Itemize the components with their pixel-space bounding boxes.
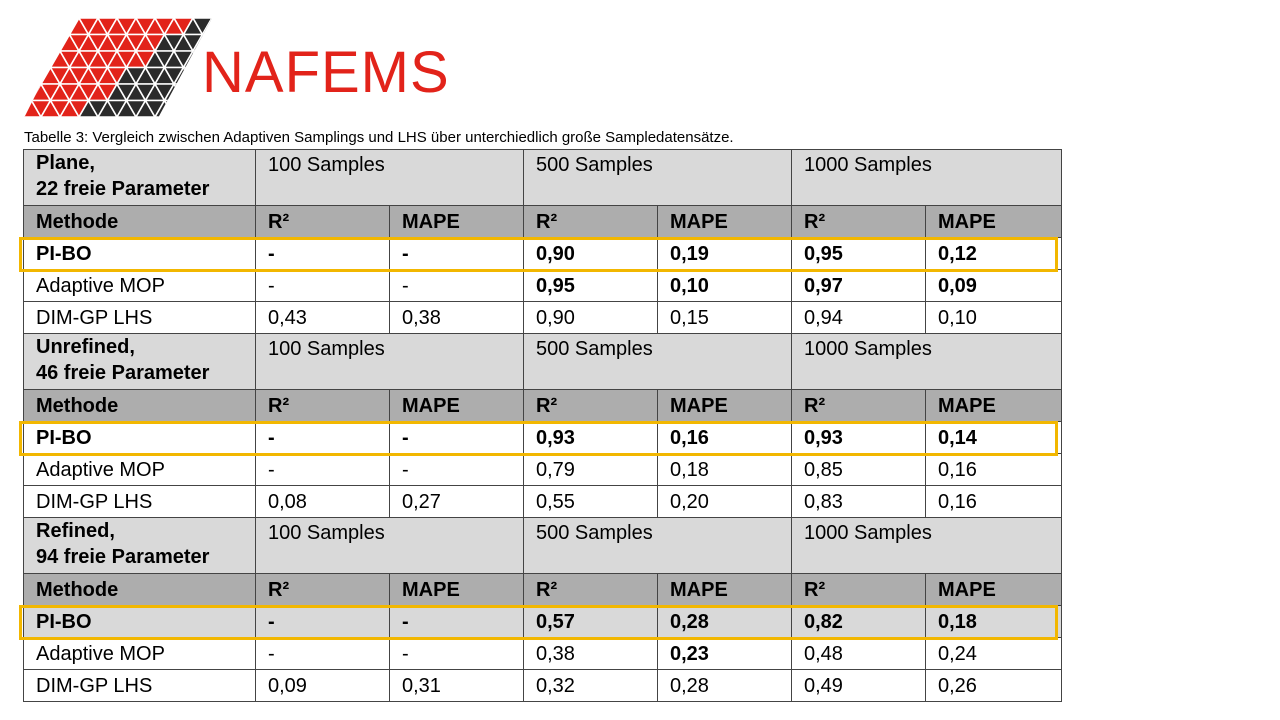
value-cell: 0,43 xyxy=(256,302,390,334)
value-cell: 0,16 xyxy=(658,422,792,454)
table-row xyxy=(24,270,1062,302)
value-cell: 0,12 xyxy=(926,238,1062,270)
table-row xyxy=(24,302,1062,334)
value-cell: 0,28 xyxy=(658,606,792,638)
logo-triangle xyxy=(174,101,193,118)
value-cell: 0,10 xyxy=(926,302,1062,334)
method-column-header: Methode xyxy=(24,390,256,422)
value-cell: 0,18 xyxy=(926,606,1062,638)
value-cell: 0,48 xyxy=(792,638,926,670)
section-title xyxy=(24,334,256,390)
value-cell: - xyxy=(390,638,524,670)
value-cell: 0,97 xyxy=(792,270,926,302)
value-cell: 0,32 xyxy=(524,670,658,702)
nafems-logo-mark xyxy=(22,16,212,120)
value-cell: 0,10 xyxy=(658,270,792,302)
value-cell: 0,31 xyxy=(390,670,524,702)
method-cell: PI-BO xyxy=(24,238,256,270)
section-header-row xyxy=(24,150,1062,206)
value-cell: - xyxy=(256,606,390,638)
sample-group-header: 1000 Samples xyxy=(792,150,1062,206)
value-cell: 0,38 xyxy=(524,638,658,670)
method-column-header: Methode xyxy=(24,574,256,606)
value-cell: 0,24 xyxy=(926,638,1062,670)
metric-column-header: MAPE xyxy=(658,206,792,238)
section-header-row xyxy=(24,518,1062,574)
metric-column-header: R² xyxy=(256,574,390,606)
metric-column-header: R² xyxy=(524,574,658,606)
value-cell: - xyxy=(256,638,390,670)
value-cell: 0,09 xyxy=(256,670,390,702)
value-cell: 0,49 xyxy=(792,670,926,702)
value-cell: 0,18 xyxy=(658,454,792,486)
highlighted-table-row xyxy=(24,238,1062,270)
metric-column-header: R² xyxy=(256,390,390,422)
metric-column-header: R² xyxy=(792,574,926,606)
logo-triangle xyxy=(165,101,184,118)
section-title xyxy=(24,150,256,206)
metric-column-header: R² xyxy=(524,206,658,238)
logo-triangle xyxy=(184,84,203,101)
sample-group-header: 500 Samples xyxy=(524,334,792,390)
section-title-line2: 94 freie Parameter xyxy=(36,546,210,568)
value-cell: 0,90 xyxy=(524,238,658,270)
value-cell: - xyxy=(390,238,524,270)
metric-column-header: R² xyxy=(256,206,390,238)
column-header-row xyxy=(24,574,1062,606)
metric-column-header: MAPE xyxy=(390,574,524,606)
value-cell: 0,08 xyxy=(256,486,390,518)
sample-group-header: 1000 Samples xyxy=(792,518,1062,574)
metric-column-header: R² xyxy=(792,206,926,238)
method-cell: PI-BO xyxy=(24,606,256,638)
section-title-line1: Refined, xyxy=(36,520,115,542)
metric-column-header: R² xyxy=(792,390,926,422)
value-cell: - xyxy=(256,422,390,454)
value-cell: 0,94 xyxy=(792,302,926,334)
value-cell: 0,82 xyxy=(792,606,926,638)
metric-column-header: MAPE xyxy=(926,574,1062,606)
metric-column-header: R² xyxy=(524,390,658,422)
value-cell: 0,85 xyxy=(792,454,926,486)
value-cell: 0,38 xyxy=(390,302,524,334)
highlighted-table-row xyxy=(24,422,1062,454)
value-cell: - xyxy=(256,238,390,270)
value-cell: 0,79 xyxy=(524,454,658,486)
value-cell: 0,14 xyxy=(926,422,1062,454)
value-cell: 0,15 xyxy=(658,302,792,334)
method-cell: Adaptive MOP xyxy=(24,454,256,486)
metric-column-header: MAPE xyxy=(926,390,1062,422)
section-title-line2: 46 freie Parameter xyxy=(36,362,210,384)
metric-column-header: MAPE xyxy=(390,390,524,422)
value-cell: 0,83 xyxy=(792,486,926,518)
value-cell: 0,27 xyxy=(390,486,524,518)
value-cell: 0,16 xyxy=(926,454,1062,486)
logo-triangle xyxy=(174,84,193,101)
section-title xyxy=(24,518,256,574)
value-cell: 0,95 xyxy=(524,270,658,302)
column-header-row xyxy=(24,390,1062,422)
metric-column-header: MAPE xyxy=(658,390,792,422)
section-title-line1: Unrefined, xyxy=(36,336,135,358)
logo-triangle xyxy=(184,101,203,118)
sample-group-header: 500 Samples xyxy=(524,518,792,574)
value-cell: - xyxy=(390,606,524,638)
method-cell: DIM-GP LHS xyxy=(24,670,256,702)
method-cell: Adaptive MOP xyxy=(24,270,256,302)
table-row xyxy=(24,670,1062,702)
value-cell: 0,28 xyxy=(658,670,792,702)
section-header-row xyxy=(24,334,1062,390)
value-cell: - xyxy=(390,270,524,302)
method-cell: DIM-GP LHS xyxy=(24,302,256,334)
value-cell: 0,57 xyxy=(524,606,658,638)
nafems-wordmark: NAFEMS xyxy=(202,40,450,105)
value-cell: 0,55 xyxy=(524,486,658,518)
method-cell: PI-BO xyxy=(24,422,256,454)
value-cell: 0,20 xyxy=(658,486,792,518)
sample-group-header: 500 Samples xyxy=(524,150,792,206)
value-cell: - xyxy=(256,454,390,486)
value-cell: - xyxy=(390,454,524,486)
sample-group-header: 1000 Samples xyxy=(792,334,1062,390)
column-header-row xyxy=(24,206,1062,238)
method-column-header: Methode xyxy=(24,206,256,238)
value-cell: 0,16 xyxy=(926,486,1062,518)
table-row xyxy=(24,454,1062,486)
metric-column-header: MAPE xyxy=(658,574,792,606)
table-row xyxy=(24,486,1062,518)
metric-column-header: MAPE xyxy=(390,206,524,238)
metric-column-header: MAPE xyxy=(926,206,1062,238)
value-cell: - xyxy=(390,422,524,454)
value-cell: - xyxy=(256,270,390,302)
value-cell: 0,26 xyxy=(926,670,1062,702)
value-cell: 0,19 xyxy=(658,238,792,270)
value-cell: 0,95 xyxy=(792,238,926,270)
logo-triangle xyxy=(184,68,203,85)
section-title-line2: 22 freie Parameter xyxy=(36,178,210,200)
method-cell: Adaptive MOP xyxy=(24,638,256,670)
highlighted-table-row xyxy=(24,606,1062,638)
value-cell: 0,90 xyxy=(524,302,658,334)
value-cell: 0,93 xyxy=(792,422,926,454)
sample-group-header: 100 Samples xyxy=(256,334,524,390)
value-cell: 0,93 xyxy=(524,422,658,454)
value-cell: 0,23 xyxy=(658,638,792,670)
section-title-line1: Plane, xyxy=(36,152,95,174)
table-row xyxy=(24,638,1062,670)
table-caption: Tabelle 3: Vergleich zwischen Adaptiven Samplings und LHS über unterchiedlich große Sampledatensätze. xyxy=(24,129,734,146)
value-cell: 0,09 xyxy=(926,270,1062,302)
method-cell: DIM-GP LHS xyxy=(24,486,256,518)
sample-group-header: 100 Samples xyxy=(256,150,524,206)
sample-group-header: 100 Samples xyxy=(256,518,524,574)
comparison-table xyxy=(23,149,1062,702)
